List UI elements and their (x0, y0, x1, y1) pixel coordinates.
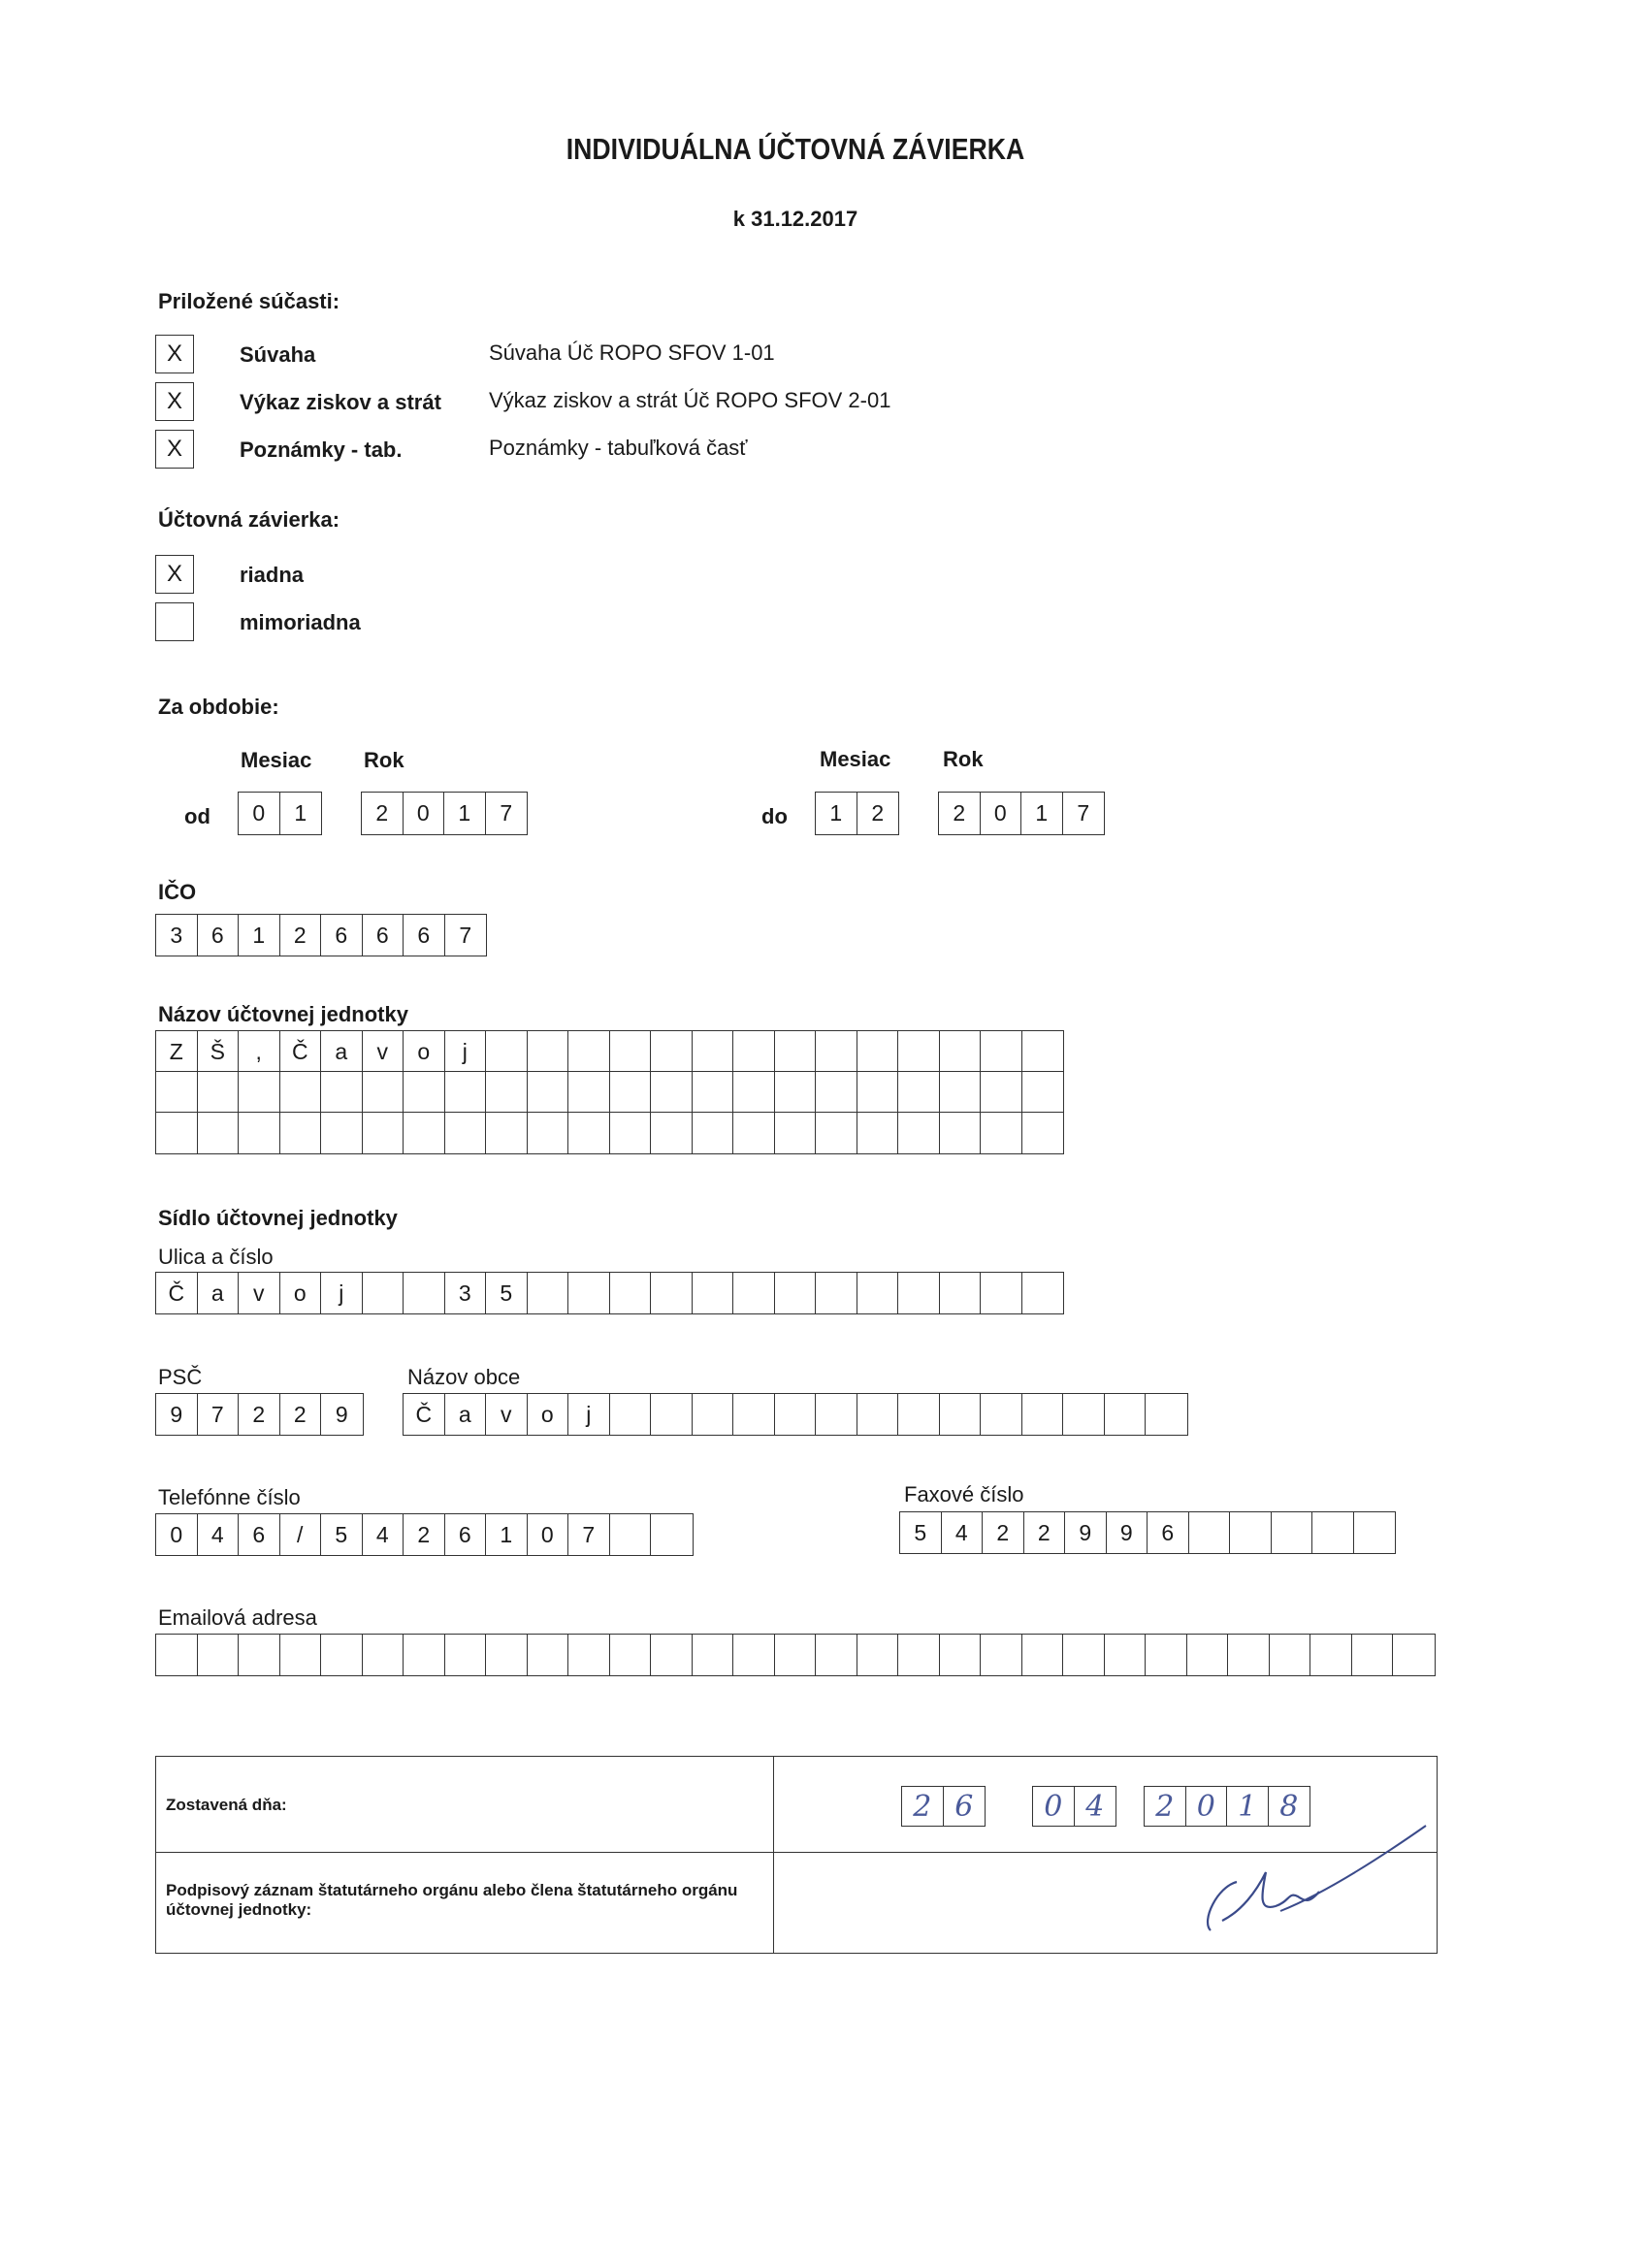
char-cell[interactable] (568, 1113, 610, 1153)
char-cell[interactable]: / (280, 1514, 322, 1555)
char-cell[interactable] (898, 1273, 940, 1313)
attachment-desc-vykaz: Výkaz ziskov a strát Úč ROPO SFOV 2-01 (489, 388, 891, 412)
checkbox-mimoriadna[interactable] (155, 602, 194, 641)
char-cell[interactable] (898, 1031, 940, 1072)
char-cell[interactable] (651, 1635, 693, 1675)
char-cell[interactable] (1312, 1512, 1354, 1553)
char-cell[interactable] (1022, 1635, 1064, 1675)
char-cell[interactable] (1105, 1635, 1147, 1675)
attachment-desc-poznamky: Poznámky - tabuľková časť (489, 436, 748, 460)
char-cell[interactable] (693, 1394, 734, 1435)
char-cell[interactable] (610, 1273, 652, 1313)
char-cell[interactable] (1022, 1273, 1064, 1313)
char-cell[interactable] (568, 1072, 610, 1113)
char-cell[interactable] (898, 1113, 940, 1153)
char-cell[interactable] (280, 1635, 322, 1675)
char-cell[interactable]: 6 (198, 915, 240, 956)
char-cell[interactable] (1146, 1635, 1187, 1675)
char-cell[interactable]: o (404, 1031, 445, 1072)
char-cell[interactable]: 5 (900, 1512, 942, 1553)
char-cell[interactable]: 9 (156, 1394, 198, 1435)
char-cell[interactable] (528, 1072, 569, 1113)
char-cell[interactable]: 2 (280, 915, 322, 956)
char-cell[interactable] (1022, 1394, 1064, 1435)
char-cell[interactable] (940, 1394, 982, 1435)
to-month-label: Mesiac (820, 747, 891, 771)
char-cell[interactable] (445, 1113, 487, 1153)
char-cell[interactable] (651, 1072, 693, 1113)
char-cell[interactable] (733, 1113, 775, 1153)
char-cell[interactable]: a (445, 1394, 487, 1435)
entity-name-row-2[interactable] (155, 1071, 1064, 1114)
char-cell[interactable]: 4 (1085, 1789, 1105, 1824)
char-cell[interactable] (816, 1072, 857, 1113)
char-cell[interactable] (981, 1273, 1022, 1313)
char-cell[interactable] (775, 1273, 817, 1313)
from-month-label: Mesiac (241, 748, 312, 772)
char-cell[interactable] (528, 1113, 569, 1153)
char-cell[interactable] (156, 1635, 198, 1675)
char-cell[interactable] (1022, 1072, 1064, 1113)
char-cell[interactable] (981, 1394, 1022, 1435)
char-cell[interactable] (280, 1113, 322, 1153)
char-cell[interactable]: 0 (981, 793, 1022, 834)
char-cell[interactable] (1230, 1512, 1272, 1553)
from-label: od (184, 804, 210, 828)
char-cell[interactable]: 0 (239, 793, 280, 834)
char-cell[interactable]: 1 (1227, 1787, 1269, 1826)
char-cell[interactable] (898, 1635, 940, 1675)
char-cell[interactable] (693, 1635, 734, 1675)
char-cell[interactable] (981, 1635, 1022, 1675)
char-cell[interactable] (404, 1273, 445, 1313)
char-cell[interactable] (1228, 1635, 1270, 1675)
char-cell[interactable] (857, 1072, 899, 1113)
char-cell[interactable]: 5 (321, 1514, 363, 1555)
char-cell[interactable] (321, 1113, 363, 1153)
checkbox-riadna[interactable]: X (155, 555, 194, 594)
char-cell[interactable]: 1 (486, 1514, 528, 1555)
char-cell[interactable] (651, 1394, 693, 1435)
char-cell[interactable]: v (486, 1394, 528, 1435)
char-cell[interactable]: a (321, 1031, 363, 1072)
attachment-name-suvaha: Súvaha (240, 342, 316, 367)
char-cell[interactable] (486, 1635, 528, 1675)
char-cell[interactable]: 6 (954, 1789, 974, 1824)
email-field[interactable] (155, 1634, 1436, 1676)
char-cell[interactable] (693, 1273, 734, 1313)
street-label: Ulica a číslo (158, 1245, 274, 1269)
char-cell[interactable] (610, 1113, 652, 1153)
char-cell[interactable]: 7 (500, 800, 513, 826)
char-cell[interactable]: 6 (404, 915, 445, 956)
char-cell[interactable] (733, 1273, 775, 1313)
char-cell[interactable] (363, 1273, 404, 1313)
char-cell[interactable] (610, 1635, 652, 1675)
char-cell[interactable] (1189, 1512, 1231, 1553)
char-cell[interactable] (321, 1072, 363, 1113)
phone-label: Telefónne číslo (158, 1485, 301, 1509)
char-cell[interactable] (1270, 1635, 1311, 1675)
char-cell[interactable] (1354, 1512, 1396, 1553)
char-cell[interactable] (198, 1072, 240, 1113)
char-cell[interactable] (528, 1635, 569, 1675)
char-cell[interactable]: 0 (156, 1514, 198, 1555)
char-cell[interactable]: 6 (1148, 1512, 1189, 1553)
char-cell[interactable] (363, 1113, 404, 1153)
char-cell[interactable] (1393, 1635, 1435, 1675)
char-cell[interactable] (775, 1031, 817, 1072)
char-cell[interactable] (981, 1072, 1022, 1113)
compiled-date-label: Zostavená dňa: (166, 1796, 287, 1814)
char-cell[interactable] (1063, 1635, 1105, 1675)
char-cell[interactable]: Č (280, 1031, 322, 1072)
char-cell[interactable] (693, 1072, 734, 1113)
char-cell[interactable]: 1 (816, 793, 857, 834)
char-cell[interactable] (651, 1031, 693, 1072)
from-year-label: Rok (364, 748, 404, 772)
char-cell[interactable] (857, 1113, 899, 1153)
char-cell[interactable] (1022, 1113, 1064, 1153)
attachment-name-vykaz: Výkaz ziskov a strát (240, 390, 441, 414)
char-cell[interactable] (857, 1273, 899, 1313)
char-cell[interactable] (610, 1031, 652, 1072)
char-cell[interactable]: 2 (362, 793, 404, 834)
char-cell[interactable]: v (239, 1273, 280, 1313)
closing-riadna-label: riadna (240, 563, 305, 587)
char-cell[interactable] (940, 1072, 982, 1113)
char-cell[interactable]: 2 (1024, 1512, 1066, 1553)
char-cell[interactable]: , (239, 1031, 280, 1072)
char-cell[interactable]: 2 (871, 800, 885, 826)
char-cell[interactable] (321, 1635, 363, 1675)
char-cell[interactable] (651, 1273, 693, 1313)
psc-field[interactable] (155, 1393, 364, 1436)
from-month-field[interactable] (238, 792, 322, 835)
char-cell[interactable] (651, 1514, 693, 1555)
char-cell[interactable] (610, 1514, 652, 1555)
char-cell[interactable]: 1 (1021, 793, 1063, 834)
entity-name-label: Názov účtovnej jednotky (158, 1002, 408, 1026)
char-cell[interactable]: 7 (198, 1394, 240, 1435)
to-month-field[interactable] (815, 792, 899, 835)
char-cell[interactable] (610, 1072, 652, 1113)
char-cell[interactable] (1022, 1031, 1064, 1072)
checkbox-suvaha[interactable]: X (155, 335, 194, 373)
char-cell[interactable] (363, 1072, 404, 1113)
attachment-name-poznamky: Poznámky - tab. (240, 437, 403, 462)
char-cell[interactable]: 6 (445, 1514, 487, 1555)
checkbox-poznamky[interactable]: X (155, 430, 194, 469)
char-cell[interactable] (1352, 1635, 1394, 1675)
to-year-label: Rok (943, 747, 984, 771)
char-cell[interactable]: Č (404, 1394, 445, 1435)
char-cell[interactable]: v (363, 1031, 404, 1072)
char-cell[interactable] (239, 1072, 280, 1113)
char-cell[interactable] (445, 1635, 487, 1675)
char-cell[interactable]: Č (156, 1273, 198, 1313)
char-cell[interactable]: 0 (1186, 1787, 1228, 1826)
char-cell[interactable] (651, 1113, 693, 1153)
char-cell[interactable] (445, 1072, 487, 1113)
char-cell[interactable]: 3 (445, 1273, 487, 1313)
char-cell[interactable]: 2 (280, 1394, 322, 1435)
char-cell[interactable] (1272, 1512, 1313, 1553)
char-cell[interactable]: 4 (942, 1512, 984, 1553)
char-cell[interactable]: j (568, 1394, 610, 1435)
period-label: Za obdobie: (158, 695, 279, 719)
char-cell[interactable] (816, 1031, 857, 1072)
char-cell[interactable] (857, 1031, 899, 1072)
char-cell[interactable] (1105, 1394, 1147, 1435)
phone-field[interactable] (155, 1513, 694, 1556)
char-cell[interactable] (239, 1635, 280, 1675)
char-cell[interactable]: 6 (239, 1514, 280, 1555)
char-cell[interactable] (733, 1072, 775, 1113)
closing-label: Účtovná závierka: (158, 507, 340, 532)
char-cell[interactable]: 1 (294, 800, 307, 826)
char-cell[interactable] (198, 1113, 240, 1153)
char-cell[interactable] (898, 1394, 940, 1435)
char-cell[interactable] (239, 1113, 280, 1153)
attachment-desc-suvaha: Súvaha Úč ROPO SFOV 1-01 (489, 340, 775, 365)
char-cell[interactable] (816, 1113, 857, 1153)
char-cell[interactable]: 2 (983, 1512, 1024, 1553)
to-year-field[interactable] (938, 792, 1105, 835)
char-cell[interactable] (568, 1635, 610, 1675)
from-year-field[interactable] (361, 792, 528, 835)
char-cell[interactable]: j (321, 1273, 363, 1313)
char-cell[interactable]: 4 (363, 1514, 404, 1555)
char-cell[interactable] (1063, 1394, 1105, 1435)
char-cell[interactable]: Z (156, 1031, 198, 1072)
char-cell[interactable] (816, 1394, 857, 1435)
char-cell[interactable] (610, 1394, 652, 1435)
char-cell[interactable]: 3 (156, 915, 198, 956)
char-cell[interactable]: 2 (1145, 1787, 1186, 1826)
checkbox-vykaz[interactable]: X (155, 382, 194, 421)
char-cell[interactable] (940, 1273, 982, 1313)
signature-label: Podpisový záznam štatutárneho orgánu alebo člena štatutárneho orgánu účtovnej jednotky: (166, 1881, 738, 1919)
char-cell[interactable] (816, 1635, 857, 1675)
char-cell[interactable] (693, 1031, 734, 1072)
document-date: k 31.12.2017 (732, 207, 858, 231)
char-cell[interactable]: 4 (198, 1514, 240, 1555)
char-cell[interactable]: 2 (239, 1394, 280, 1435)
char-cell[interactable] (981, 1113, 1022, 1153)
psc-label: PSČ (158, 1365, 203, 1389)
compiled-month-field[interactable] (1032, 1786, 1116, 1827)
char-cell[interactable]: 1 (239, 915, 280, 956)
char-cell[interactable]: j (445, 1031, 487, 1072)
street-field[interactable] (155, 1272, 1064, 1314)
char-cell[interactable] (363, 1635, 404, 1675)
char-cell[interactable]: o (528, 1394, 569, 1435)
char-cell[interactable] (156, 1113, 198, 1153)
compiled-day-field[interactable] (901, 1786, 986, 1827)
char-cell[interactable] (1310, 1635, 1352, 1675)
closing-mimoriadna-label: mimoriadna (240, 610, 361, 634)
char-cell[interactable] (775, 1635, 817, 1675)
char-cell[interactable] (733, 1635, 775, 1675)
char-cell[interactable] (1187, 1635, 1229, 1675)
char-cell[interactable] (775, 1113, 817, 1153)
fax-label: Faxové číslo (904, 1482, 1024, 1507)
seat-label: Sídlo účtovnej jednotky (158, 1206, 398, 1230)
char-cell[interactable]: 7 (459, 922, 472, 948)
char-cell[interactable]: a (198, 1273, 240, 1313)
document-title: INDIVIDUÁLNA ÚČTOVNÁ ZÁVIERKA (566, 132, 1025, 166)
char-cell[interactable] (693, 1113, 734, 1153)
char-cell[interactable] (775, 1394, 817, 1435)
char-cell[interactable] (486, 1113, 528, 1153)
char-cell[interactable] (775, 1072, 817, 1113)
char-cell[interactable] (940, 1635, 982, 1675)
char-cell[interactable]: 6 (363, 915, 404, 956)
char-cell[interactable] (198, 1635, 240, 1675)
attachments-label: Priložené súčasti: (158, 289, 340, 313)
char-cell[interactable]: 8 (1279, 1789, 1299, 1824)
fax-field[interactable] (899, 1511, 1396, 1554)
char-cell[interactable] (898, 1072, 940, 1113)
char-cell[interactable]: 9 (335, 1401, 348, 1427)
char-cell[interactable]: 7 (568, 1514, 610, 1555)
ico-label: IČO (158, 880, 197, 904)
char-cell[interactable] (981, 1031, 1022, 1072)
char-cell[interactable]: 5 (486, 1273, 528, 1313)
char-cell[interactable] (404, 1113, 445, 1153)
entity-name-row-3[interactable] (155, 1112, 1064, 1154)
char-cell[interactable]: 0 (1033, 1787, 1075, 1826)
signature-scribble (1183, 1814, 1436, 1960)
char-cell[interactable]: 6 (321, 915, 363, 956)
char-cell[interactable] (568, 1273, 610, 1313)
char-cell[interactable]: 1 (444, 793, 486, 834)
char-cell[interactable]: 9 (1107, 1512, 1148, 1553)
char-cell[interactable] (528, 1031, 569, 1072)
char-cell[interactable]: 2 (902, 1787, 944, 1826)
city-field[interactable] (403, 1393, 1188, 1436)
char-cell[interactable] (733, 1031, 775, 1072)
char-cell[interactable]: 2 (404, 1514, 445, 1555)
char-cell[interactable] (940, 1031, 982, 1072)
char-cell[interactable]: 2 (939, 793, 981, 834)
char-cell[interactable]: 7 (1077, 800, 1090, 826)
char-cell[interactable] (1146, 1394, 1187, 1435)
char-cell[interactable] (528, 1273, 569, 1313)
city-label: Názov obce (407, 1365, 521, 1389)
char-cell[interactable] (816, 1273, 857, 1313)
char-cell[interactable] (940, 1113, 982, 1153)
char-cell[interactable] (280, 1072, 322, 1113)
char-cell[interactable]: o (280, 1273, 322, 1313)
to-label: do (761, 804, 788, 828)
char-cell[interactable] (857, 1635, 899, 1675)
ico-field[interactable] (155, 914, 487, 956)
char-cell[interactable]: 9 (1065, 1512, 1107, 1553)
char-cell[interactable] (733, 1394, 775, 1435)
char-cell[interactable]: 0 (404, 793, 445, 834)
char-cell[interactable] (404, 1072, 445, 1113)
char-cell[interactable]: 0 (528, 1514, 569, 1555)
char-cell[interactable]: Š (198, 1031, 240, 1072)
char-cell[interactable] (486, 1072, 528, 1113)
char-cell[interactable] (404, 1635, 445, 1675)
entity-name-row-1[interactable] (155, 1030, 1064, 1073)
char-cell[interactable] (156, 1072, 198, 1113)
char-cell[interactable] (857, 1394, 899, 1435)
char-cell[interactable] (568, 1031, 610, 1072)
email-label: Emailová adresa (158, 1605, 317, 1630)
char-cell[interactable] (486, 1031, 528, 1072)
